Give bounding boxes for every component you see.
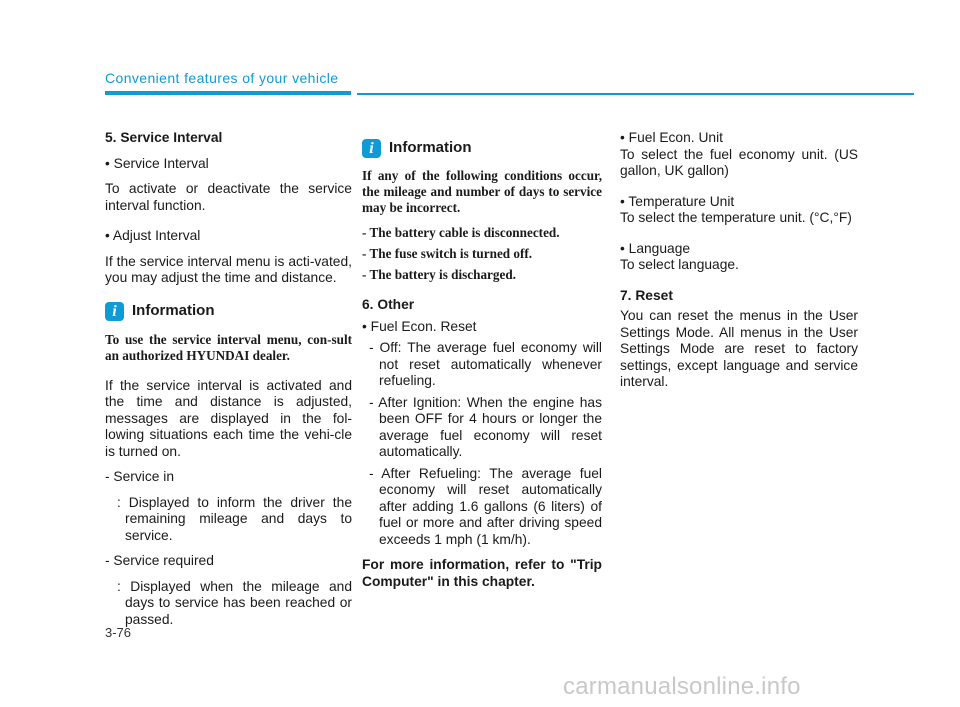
reset-text: You can reset the menus in the User Settings Mode. All menus in the User Settings Mode are reset to factory settings, except language and service interval. — [620, 308, 858, 389]
reset-option-after-ignition: - After Ignition: When the engine has been OFF for 4 hours or longer the average fuel economy will reset automatically. — [369, 394, 602, 459]
more-information-note: For more information, refer to "Trip Computer" in this chapter. — [362, 557, 602, 589]
section-title: Convenient features of your vehicle — [105, 70, 339, 86]
bullet-service-interval: • Service Interval — [105, 155, 209, 171]
information-header — [105, 301, 352, 323]
page-number: 3-76 — [105, 625, 132, 640]
info-icon: i — [362, 139, 381, 158]
service-interval-text: To activate or deactivate the service interval function. — [105, 181, 352, 213]
column-left — [105, 130, 352, 628]
service-required-desc: : Displayed when the mileage and days to service has been reached or passed. — [117, 578, 352, 627]
service-in-item: - Service in — [105, 469, 175, 484]
information-text: If any of the following conditions occur, the mileage and number of days to service may be incorrect. — [362, 168, 602, 215]
language-text: To select language. — [620, 257, 739, 272]
condition-item: - The fuse switch is turned off. — [362, 246, 533, 261]
reset-option-after-refueling: - After Refueling: The average fuel economy will reset automatically after adding 1.6 gallons (6 liters) of fuel or more and after driving speed exceeds 1 mph (1 km/h). — [369, 465, 602, 547]
bullet-temperature-unit: • Temperature Unit — [620, 193, 735, 209]
information-label: Information — [132, 302, 215, 320]
bullet-fuel-econ-reset: • Fuel Econ. Reset — [362, 318, 477, 334]
temperature-unit-text: To select the temperature unit. (°C,°F) — [620, 210, 852, 225]
information-text: To use the service interval menu, con-sult an authorized HYUNDAI dealer. — [105, 331, 352, 363]
header-rule-thick — [105, 91, 351, 95]
info-icon: i — [105, 302, 124, 321]
adjust-interval-text: If the service interval menu is acti-vated, you may adjust the time and distance. — [105, 253, 352, 285]
condition-item: - The battery is discharged. — [362, 267, 516, 282]
column-middle — [362, 137, 602, 590]
information-label: Information — [389, 138, 472, 156]
service-messages-text: If the service interval is activated and the time and distance is adjusted, messages are displayed in the fol-lowing situations each time the vehi-cle is turned on. — [105, 377, 352, 459]
column-right — [620, 130, 858, 391]
bullet-fuel-econ-unit: • Fuel Econ. Unit — [620, 130, 723, 145]
service-in-desc: : Displayed to inform the driver the remaining mileage and days to service. — [117, 494, 352, 543]
information-header — [362, 137, 602, 159]
fuel-econ-unit-text: To select the fuel economy unit. (US gallon, UK gallon) — [620, 146, 858, 178]
service-interval-heading: 5. Service Interval — [105, 130, 223, 145]
bullet-adjust-interval: • Adjust Interval — [105, 228, 201, 243]
service-required-item: - Service required — [105, 553, 214, 568]
reset-heading: 7. Reset — [620, 287, 673, 303]
watermark: carmanualsonline.info — [563, 673, 801, 700]
bullet-language: • Language — [620, 240, 691, 256]
header-rule-thin — [357, 93, 914, 95]
reset-option-off: - Off: The average fuel economy will not reset automatically whenever refueling. — [369, 340, 602, 388]
other-heading: 6. Other — [362, 297, 415, 312]
condition-item: - The battery cable is disconnected. — [362, 225, 560, 240]
